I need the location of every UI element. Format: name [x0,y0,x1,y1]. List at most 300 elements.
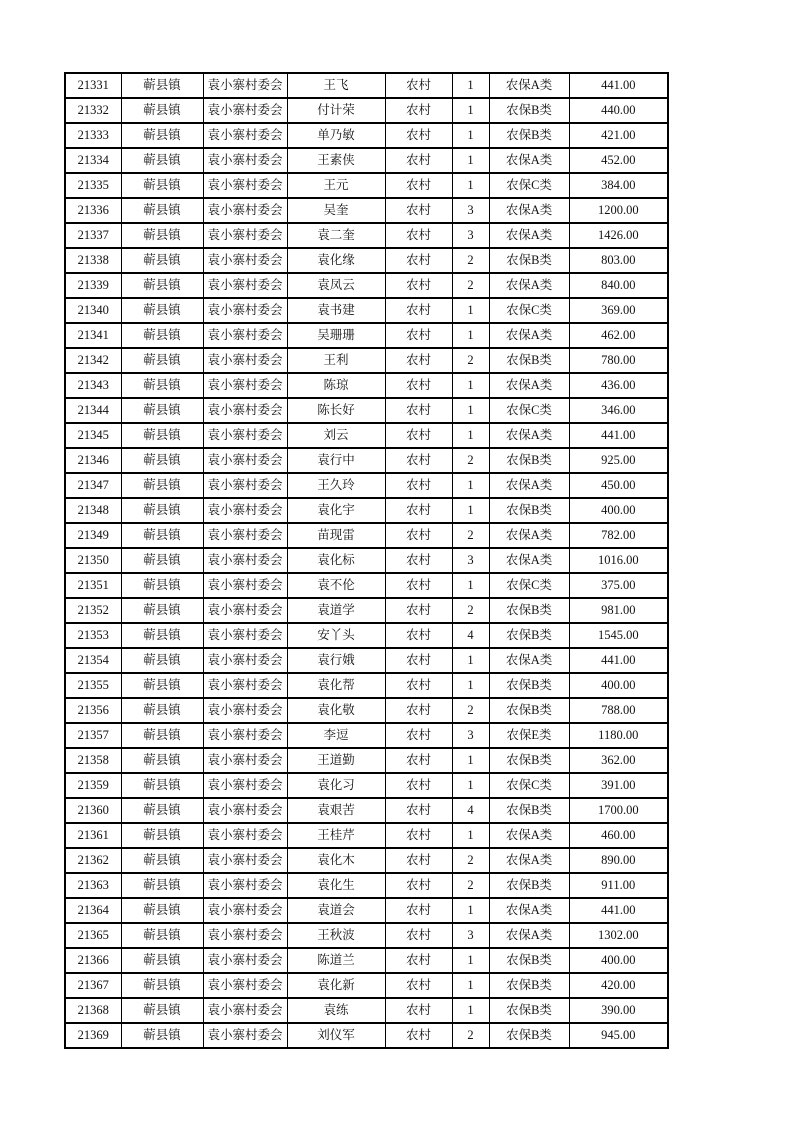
cell-person_count: 1 [452,73,489,98]
cell-village_committee: 袁小寨村委会 [203,498,287,523]
cell-record_id: 21336 [65,198,121,223]
cell-insurance_class: 农保A类 [489,223,569,248]
cell-record_id: 21340 [65,298,121,323]
cell-amount: 1426.00 [569,223,668,248]
cell-amount: 1545.00 [569,623,668,648]
cell-household_category: 农村 [385,123,452,148]
cell-household_category: 农村 [385,373,452,398]
cell-village_committee: 袁小寨村委会 [203,823,287,848]
cell-amount: 391.00 [569,773,668,798]
cell-person_name: 吴奎 [287,198,385,223]
cell-person_count: 4 [452,798,489,823]
cell-record_id: 21353 [65,623,121,648]
cell-insurance_class: 农保B类 [489,698,569,723]
cell-household_category: 农村 [385,223,452,248]
cell-person_name: 王秋波 [287,923,385,948]
table-row [65,323,668,348]
cell-record_id: 21361 [65,823,121,848]
cell-amount: 788.00 [569,698,668,723]
cell-insurance_class: 农保A类 [489,148,569,173]
table-row [65,73,668,98]
cell-person_name: 袁化敬 [287,698,385,723]
cell-insurance_class: 农保B类 [489,623,569,648]
cell-person_count: 1 [452,173,489,198]
cell-household_category: 农村 [385,773,452,798]
cell-record_id: 21358 [65,748,121,773]
cell-record_id: 21365 [65,923,121,948]
cell-record_id: 21362 [65,848,121,873]
cell-record_id: 21335 [65,173,121,198]
cell-person_count: 2 [452,273,489,298]
cell-town: 蕲县镇 [121,923,203,948]
cell-person_name: 袁化缘 [287,248,385,273]
cell-record_id: 21369 [65,1023,121,1048]
cell-person_count: 1 [452,948,489,973]
table-row [65,248,668,273]
cell-village_committee: 袁小寨村委会 [203,873,287,898]
cell-household_category: 农村 [385,173,452,198]
cell-record_id: 21350 [65,548,121,573]
cell-household_category: 农村 [385,1023,452,1048]
cell-record_id: 21359 [65,773,121,798]
cell-household_category: 农村 [385,873,452,898]
cell-village_committee: 袁小寨村委会 [203,748,287,773]
cell-town: 蕲县镇 [121,198,203,223]
cell-town: 蕲县镇 [121,373,203,398]
cell-household_category: 农村 [385,498,452,523]
cell-insurance_class: 农保E类 [489,723,569,748]
cell-household_category: 农村 [385,148,452,173]
cell-amount: 400.00 [569,948,668,973]
cell-household_category: 农村 [385,423,452,448]
table-row [65,598,668,623]
cell-insurance_class: 农保A类 [489,373,569,398]
cell-amount: 369.00 [569,298,668,323]
cell-household_category: 农村 [385,698,452,723]
cell-amount: 390.00 [569,998,668,1023]
benefits-table [64,72,669,1049]
cell-household_category: 农村 [385,248,452,273]
cell-person_name: 袁化木 [287,848,385,873]
cell-insurance_class: 农保B类 [489,348,569,373]
cell-village_committee: 袁小寨村委会 [203,1023,287,1048]
table-row [65,223,668,248]
table-row [65,998,668,1023]
cell-village_committee: 袁小寨村委会 [203,773,287,798]
cell-town: 蕲县镇 [121,348,203,373]
cell-record_id: 21354 [65,648,121,673]
cell-record_id: 21355 [65,673,121,698]
cell-record_id: 21346 [65,448,121,473]
cell-town: 蕲县镇 [121,748,203,773]
cell-record_id: 21333 [65,123,121,148]
cell-record_id: 21343 [65,373,121,398]
cell-village_committee: 袁小寨村委会 [203,348,287,373]
cell-record_id: 21357 [65,723,121,748]
cell-village_committee: 袁小寨村委会 [203,148,287,173]
cell-person_count: 1 [452,498,489,523]
cell-amount: 384.00 [569,173,668,198]
cell-household_category: 农村 [385,98,452,123]
cell-town: 蕲县镇 [121,473,203,498]
cell-insurance_class: 农保B类 [489,673,569,698]
cell-town: 蕲县镇 [121,148,203,173]
cell-insurance_class: 农保B类 [489,973,569,998]
cell-household_category: 农村 [385,448,452,473]
cell-amount: 945.00 [569,1023,668,1048]
cell-town: 蕲县镇 [121,448,203,473]
cell-household_category: 农村 [385,723,452,748]
cell-record_id: 21351 [65,573,121,598]
cell-household_category: 农村 [385,898,452,923]
cell-insurance_class: 农保A类 [489,273,569,298]
cell-amount: 1700.00 [569,798,668,823]
cell-record_id: 21342 [65,348,121,373]
cell-record_id: 21338 [65,248,121,273]
cell-village_committee: 袁小寨村委会 [203,923,287,948]
cell-household_category: 农村 [385,323,452,348]
cell-person_name: 吴珊珊 [287,323,385,348]
cell-person_name: 袁书建 [287,298,385,323]
cell-town: 蕲县镇 [121,498,203,523]
table-row [65,773,668,798]
cell-record_id: 21334 [65,148,121,173]
table-row [65,548,668,573]
cell-person_name: 单乃敏 [287,123,385,148]
cell-record_id: 21368 [65,998,121,1023]
cell-person_name: 袁化新 [287,973,385,998]
cell-record_id: 21360 [65,798,121,823]
table-row [65,448,668,473]
cell-record_id: 21356 [65,698,121,723]
cell-insurance_class: 农保A类 [489,473,569,498]
table-row [65,148,668,173]
cell-person_name: 陈道兰 [287,948,385,973]
cell-town: 蕲县镇 [121,998,203,1023]
cell-record_id: 21352 [65,598,121,623]
cell-village_committee: 袁小寨村委会 [203,798,287,823]
cell-amount: 441.00 [569,73,668,98]
cell-insurance_class: 农保B类 [489,448,569,473]
cell-town: 蕲县镇 [121,173,203,198]
cell-person_count: 2 [452,448,489,473]
cell-village_committee: 袁小寨村委会 [203,73,287,98]
cell-record_id: 21344 [65,398,121,423]
cell-insurance_class: 农保B类 [489,748,569,773]
cell-village_committee: 袁小寨村委会 [203,723,287,748]
cell-person_count: 1 [452,973,489,998]
table-row [65,198,668,223]
cell-record_id: 21345 [65,423,121,448]
cell-person_name: 付计荣 [287,98,385,123]
table-row [65,973,668,998]
cell-town: 蕲县镇 [121,773,203,798]
cell-amount: 1016.00 [569,548,668,573]
cell-person_count: 2 [452,873,489,898]
cell-person_name: 王元 [287,173,385,198]
cell-insurance_class: 农保A类 [489,198,569,223]
cell-person_name: 苗现雷 [287,523,385,548]
cell-town: 蕲县镇 [121,123,203,148]
table-row [65,498,668,523]
cell-household_category: 农村 [385,973,452,998]
cell-town: 蕲县镇 [121,423,203,448]
cell-village_committee: 袁小寨村委会 [203,473,287,498]
cell-insurance_class: 农保A类 [489,523,569,548]
cell-person_name: 袁练 [287,998,385,1023]
cell-person_count: 1 [452,123,489,148]
table-row [65,173,668,198]
cell-insurance_class: 农保B类 [489,123,569,148]
cell-town: 蕲县镇 [121,898,203,923]
cell-household_category: 农村 [385,273,452,298]
cell-person_name: 李逗 [287,723,385,748]
cell-town: 蕲县镇 [121,823,203,848]
cell-town: 蕲县镇 [121,873,203,898]
cell-record_id: 21349 [65,523,121,548]
cell-amount: 400.00 [569,498,668,523]
cell-household_category: 农村 [385,848,452,873]
cell-person_count: 1 [452,323,489,348]
cell-person_name: 袁化生 [287,873,385,898]
cell-insurance_class: 农保A类 [489,73,569,98]
cell-amount: 1200.00 [569,198,668,223]
cell-person_count: 1 [452,898,489,923]
cell-person_count: 3 [452,723,489,748]
cell-town: 蕲县镇 [121,948,203,973]
table-row [65,523,668,548]
cell-village_committee: 袁小寨村委会 [203,173,287,198]
cell-insurance_class: 农保B类 [489,498,569,523]
cell-town: 蕲县镇 [121,573,203,598]
table-row [65,98,668,123]
cell-household_category: 农村 [385,348,452,373]
cell-amount: 441.00 [569,648,668,673]
cell-person_count: 2 [452,598,489,623]
cell-person_count: 2 [452,848,489,873]
cell-person_count: 3 [452,548,489,573]
cell-village_committee: 袁小寨村委会 [203,273,287,298]
cell-person_count: 1 [452,648,489,673]
cell-insurance_class: 农保C类 [489,573,569,598]
table-row [65,273,668,298]
cell-town: 蕲县镇 [121,223,203,248]
table-row [65,123,668,148]
cell-person_name: 袁不伦 [287,573,385,598]
cell-amount: 436.00 [569,373,668,398]
cell-household_category: 农村 [385,523,452,548]
cell-record_id: 21332 [65,98,121,123]
cell-record_id: 21348 [65,498,121,523]
cell-household_category: 农村 [385,998,452,1023]
cell-person_name: 袁凤云 [287,273,385,298]
cell-town: 蕲县镇 [121,548,203,573]
cell-village_committee: 袁小寨村委会 [203,973,287,998]
cell-village_committee: 袁小寨村委会 [203,298,287,323]
cell-insurance_class: 农保B类 [489,948,569,973]
cell-person_name: 袁行中 [287,448,385,473]
cell-person_name: 刘仪军 [287,1023,385,1048]
cell-person_name: 陈琼 [287,373,385,398]
cell-village_committee: 袁小寨村委会 [203,673,287,698]
cell-amount: 440.00 [569,98,668,123]
cell-person_name: 袁二奎 [287,223,385,248]
table-row [65,398,668,423]
cell-household_category: 农村 [385,923,452,948]
cell-town: 蕲县镇 [121,1023,203,1048]
cell-record_id: 21363 [65,873,121,898]
cell-person_count: 2 [452,1023,489,1048]
cell-town: 蕲县镇 [121,248,203,273]
cell-village_committee: 袁小寨村委会 [203,323,287,348]
cell-town: 蕲县镇 [121,973,203,998]
cell-amount: 375.00 [569,573,668,598]
cell-household_category: 农村 [385,398,452,423]
cell-person_count: 1 [452,748,489,773]
cell-amount: 1180.00 [569,723,668,748]
cell-village_committee: 袁小寨村委会 [203,698,287,723]
cell-town: 蕲县镇 [121,398,203,423]
cell-amount: 362.00 [569,748,668,773]
cell-insurance_class: 农保B类 [489,873,569,898]
cell-person_count: 2 [452,248,489,273]
cell-insurance_class: 农保B类 [489,1023,569,1048]
cell-person_name: 王桂芹 [287,823,385,848]
cell-insurance_class: 农保B类 [489,798,569,823]
cell-person_count: 2 [452,348,489,373]
cell-village_committee: 袁小寨村委会 [203,648,287,673]
cell-town: 蕲县镇 [121,848,203,873]
cell-person_count: 1 [452,673,489,698]
cell-insurance_class: 农保B类 [489,998,569,1023]
cell-record_id: 21331 [65,73,121,98]
cell-household_category: 农村 [385,648,452,673]
cell-amount: 462.00 [569,323,668,348]
cell-person_name: 王利 [287,348,385,373]
cell-town: 蕲县镇 [121,73,203,98]
cell-person_count: 1 [452,423,489,448]
cell-village_committee: 袁小寨村委会 [203,448,287,473]
cell-village_committee: 袁小寨村委会 [203,948,287,973]
cell-insurance_class: 农保B类 [489,248,569,273]
cell-person_name: 王道勤 [287,748,385,773]
cell-household_category: 农村 [385,823,452,848]
cell-town: 蕲县镇 [121,273,203,298]
cell-record_id: 21339 [65,273,121,298]
cell-record_id: 21341 [65,323,121,348]
cell-record_id: 21337 [65,223,121,248]
cell-village_committee: 袁小寨村委会 [203,548,287,573]
cell-person_name: 王素侠 [287,148,385,173]
cell-village_committee: 袁小寨村委会 [203,998,287,1023]
cell-village_committee: 袁小寨村委会 [203,573,287,598]
cell-household_category: 农村 [385,598,452,623]
cell-person_name: 安丫头 [287,623,385,648]
cell-record_id: 21367 [65,973,121,998]
cell-person_count: 2 [452,523,489,548]
cell-town: 蕲县镇 [121,723,203,748]
cell-person_name: 王飞 [287,73,385,98]
cell-village_committee: 袁小寨村委会 [203,373,287,398]
cell-person_name: 袁行娥 [287,648,385,673]
cell-record_id: 21366 [65,948,121,973]
cell-insurance_class: 农保A类 [489,648,569,673]
cell-amount: 840.00 [569,273,668,298]
cell-person_count: 1 [452,998,489,1023]
cell-amount: 441.00 [569,898,668,923]
cell-town: 蕲县镇 [121,798,203,823]
table-row [65,923,668,948]
cell-person_name: 袁化习 [287,773,385,798]
cell-insurance_class: 农保C类 [489,398,569,423]
cell-person_count: 4 [452,623,489,648]
cell-person_count: 3 [452,223,489,248]
cell-household_category: 农村 [385,948,452,973]
cell-amount: 925.00 [569,448,668,473]
cell-person_count: 1 [452,98,489,123]
cell-town: 蕲县镇 [121,598,203,623]
cell-town: 蕲县镇 [121,698,203,723]
cell-village_committee: 袁小寨村委会 [203,423,287,448]
cell-person_name: 袁化宇 [287,498,385,523]
cell-amount: 1302.00 [569,923,668,948]
cell-insurance_class: 农保C类 [489,298,569,323]
cell-amount: 780.00 [569,348,668,373]
cell-amount: 421.00 [569,123,668,148]
cell-person_name: 袁化帮 [287,673,385,698]
cell-person_count: 1 [452,573,489,598]
cell-village_committee: 袁小寨村委会 [203,848,287,873]
table-row [65,298,668,323]
cell-person_name: 陈长好 [287,398,385,423]
table-row [65,1023,668,1048]
cell-insurance_class: 农保A类 [489,898,569,923]
table-row [65,698,668,723]
cell-person_name: 袁道学 [287,598,385,623]
cell-person_count: 3 [452,198,489,223]
cell-insurance_class: 农保A类 [489,923,569,948]
cell-household_category: 农村 [385,473,452,498]
table-row [65,948,668,973]
table-row [65,823,668,848]
cell-insurance_class: 农保C类 [489,773,569,798]
cell-insurance_class: 农保A类 [489,423,569,448]
cell-amount: 782.00 [569,523,668,548]
cell-person_count: 1 [452,773,489,798]
cell-household_category: 农村 [385,73,452,98]
table-row [65,898,668,923]
table-row [65,348,668,373]
cell-town: 蕲县镇 [121,323,203,348]
table-row [65,748,668,773]
cell-person_count: 1 [452,148,489,173]
cell-amount: 450.00 [569,473,668,498]
cell-village_committee: 袁小寨村委会 [203,898,287,923]
cell-person_name: 袁化标 [287,548,385,573]
table-row [65,848,668,873]
cell-village_committee: 袁小寨村委会 [203,398,287,423]
cell-household_category: 农村 [385,573,452,598]
cell-village_committee: 袁小寨村委会 [203,223,287,248]
cell-amount: 452.00 [569,148,668,173]
cell-household_category: 农村 [385,623,452,648]
cell-record_id: 21364 [65,898,121,923]
table-row [65,423,668,448]
cell-person_name: 袁道会 [287,898,385,923]
table-row [65,798,668,823]
cell-insurance_class: 农保B类 [489,598,569,623]
cell-town: 蕲县镇 [121,623,203,648]
